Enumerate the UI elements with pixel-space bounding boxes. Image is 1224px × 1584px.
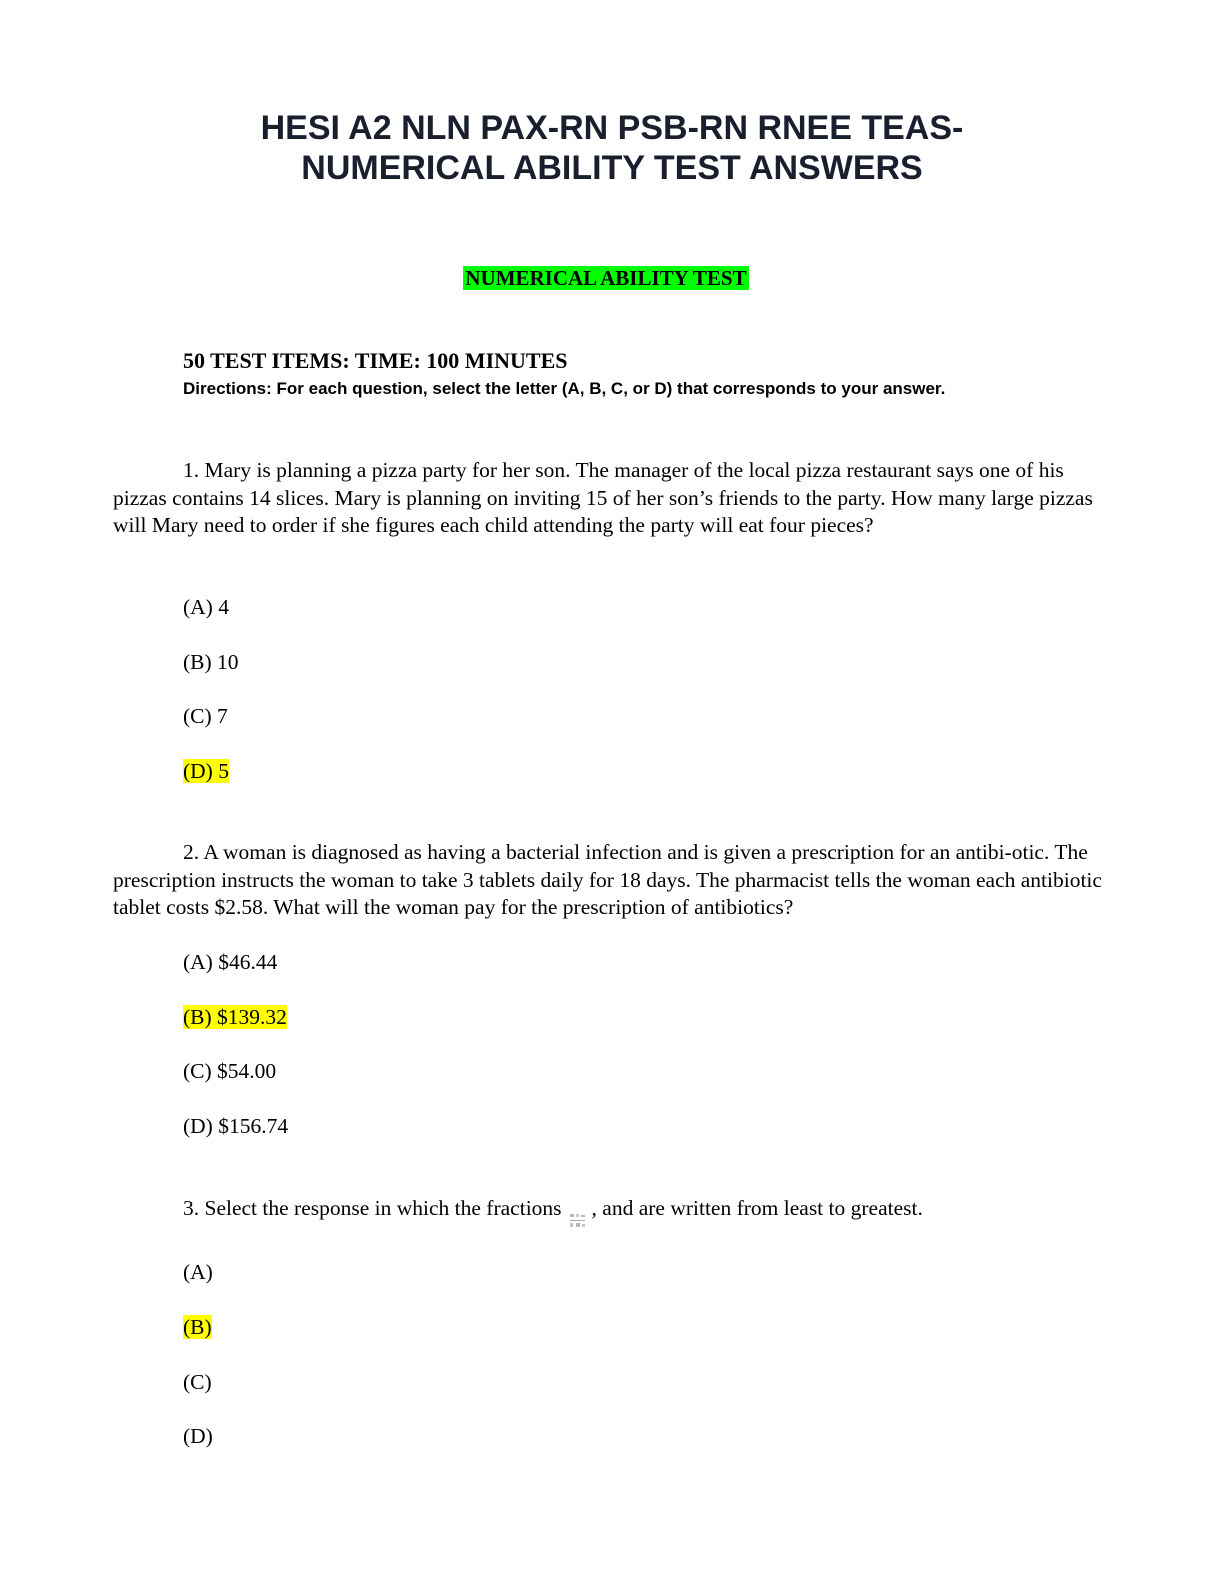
question-3-option-c: (C) — [183, 1370, 212, 1394]
question-3-option-b: (B) — [183, 1315, 212, 1339]
test-items-time: 50 TEST ITEMS: TIME: 100 MINUTES — [183, 348, 568, 373]
fraction-image-icon — [568, 1213, 590, 1229]
document-title — [0, 108, 1224, 188]
question-3-option-a: (A) — [183, 1260, 213, 1284]
question-2-option-a: (A) $46.44 — [183, 950, 278, 974]
title-line-2: NUMERICAL ABILITY TEST ANSWERS — [301, 149, 923, 187]
question-2-option-b: (B) $139.32 — [183, 1005, 287, 1029]
question-3-text: 3. Select the response in which the fractions , and are written from least to greatest. — [183, 1195, 923, 1229]
question-1-option-d: (D) 5 — [183, 759, 229, 783]
section-heading — [0, 265, 1212, 291]
question-2-text: 2. A woman is diagnosed as having a bacterial infection and is given a prescription for an antibi-otic. The prescription instructs the woman to take 3 tablets daily for 18 days. The pharmacist tells the woman each antibiotic tablet costs $2.58. What will the woman pay for the prescription of antibiotics? — [113, 840, 1102, 919]
question-1-option-c: (C) 7 — [183, 704, 228, 728]
question-1-option-b: (B) 10 — [183, 650, 239, 674]
question-2-option-c: (C) $54.00 — [183, 1059, 277, 1083]
title-line-1: HESI A2 NLN PAX-RN PSB-RN RNEE TEAS- — [260, 109, 964, 147]
question-1-option-a: (A) 4 — [183, 595, 229, 619]
question-2-option-d: (D) $156.74 — [183, 1114, 289, 1138]
directions: Directions: For each question, select the letter (A, B, C, or D) that corresponds to your answer. — [183, 379, 946, 398]
question-1-text: 1. Mary is planning a pizza party for her son. The manager of the local pizza restaurant says one of his pizzas contains 14 slices. Mary is planning on inviting 15 of her son’s friends to the party. How many large pizzas will Mary need to order if she figures each child attending the party will eat four pieces? — [113, 458, 1093, 537]
question-3-option-d: (D) — [183, 1424, 213, 1448]
section-heading-text: NUMERICAL ABILITY TEST — [465, 266, 747, 290]
